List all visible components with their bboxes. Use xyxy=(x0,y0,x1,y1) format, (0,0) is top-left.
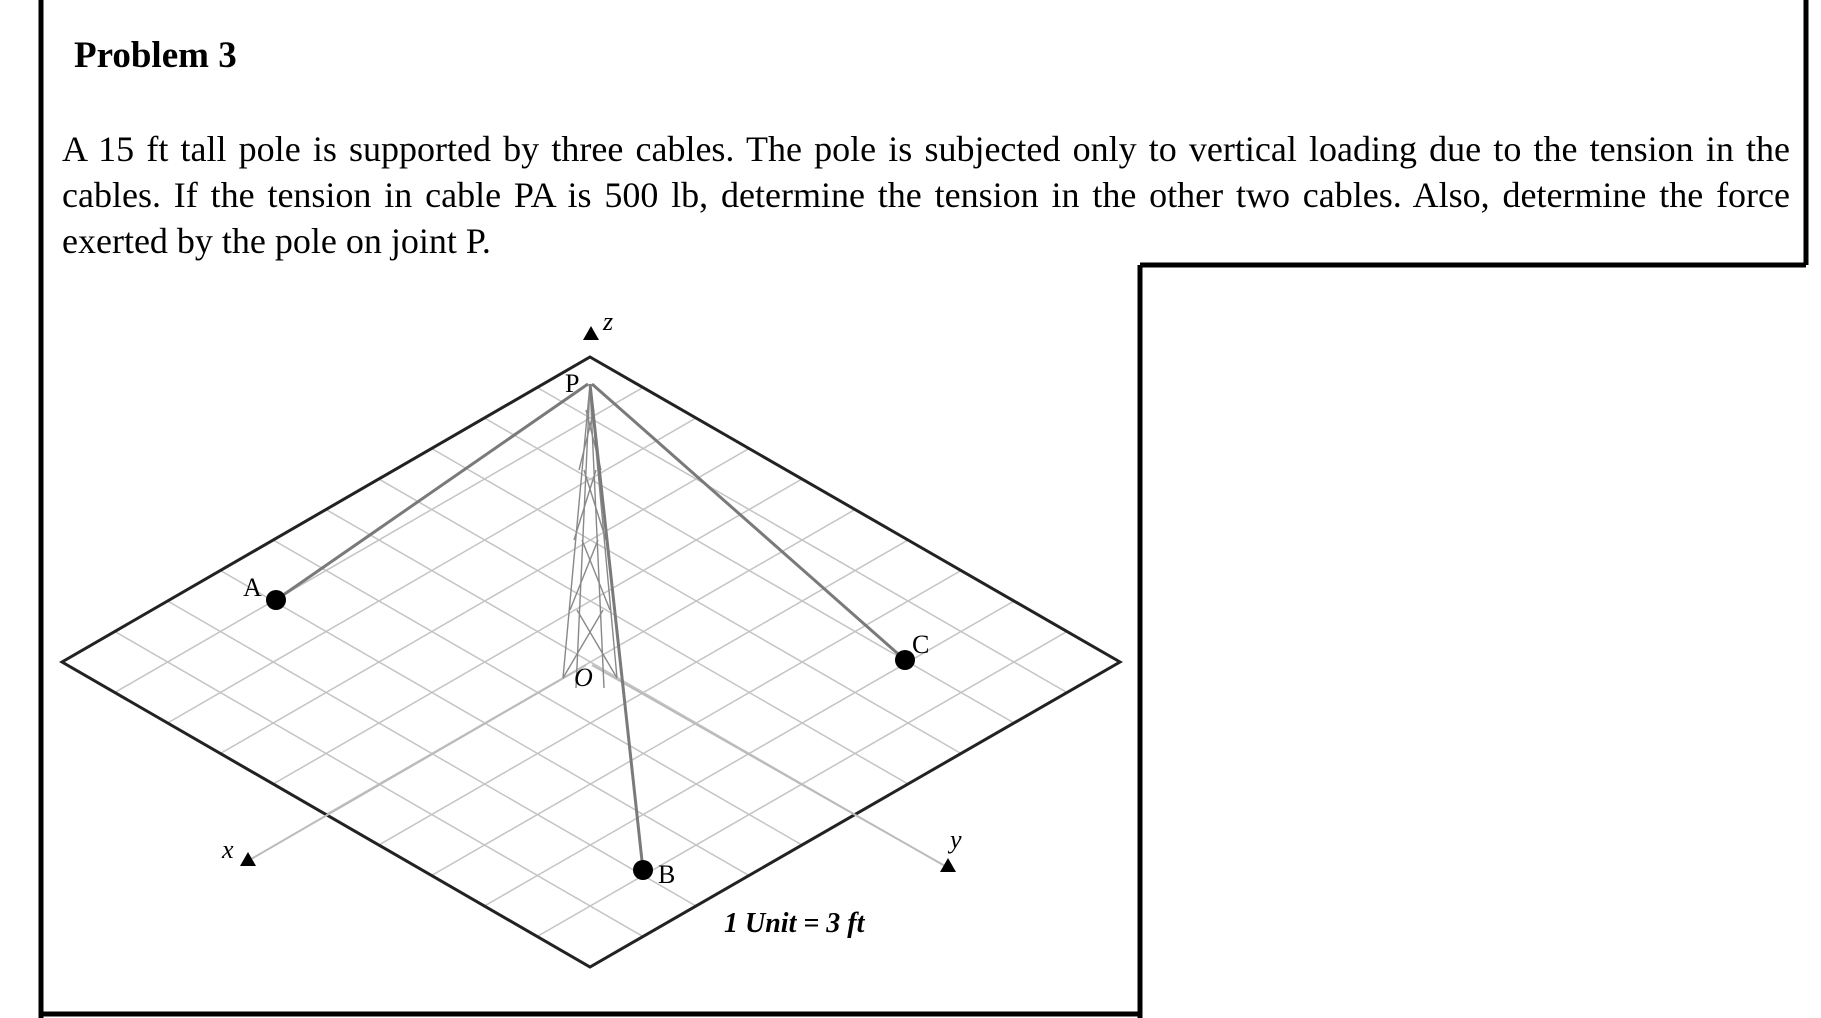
y-axis-line xyxy=(592,665,945,866)
point-c-label: C xyxy=(912,630,930,659)
x-axis-line xyxy=(246,665,586,862)
scale-note: 1 Unit = 3 ft xyxy=(724,908,865,939)
problem-title: Problem 3 xyxy=(74,35,237,76)
point-b-label: B xyxy=(658,860,676,889)
y-axis-label: y xyxy=(950,825,962,854)
problem-statement: A 15 ft tall pole is supported by three cables. The pole is subjected only to vertical loading due to the tension in the cables. If the tension in cable PA is 500 lb, determine the tension in the other two cables. Also, determine the force exerted by the pole on joint P. xyxy=(62,129,1790,261)
point-b-marker xyxy=(633,860,653,880)
x-axis-arrowhead xyxy=(240,852,256,866)
z-axis-label: z xyxy=(603,307,614,336)
point-p-label: P xyxy=(565,369,580,398)
cables xyxy=(276,384,905,870)
origin-label: O xyxy=(574,663,593,692)
point-a-marker xyxy=(266,590,286,610)
z-axis-arrowhead xyxy=(583,326,599,340)
x-axis-label: x xyxy=(222,835,234,864)
cable-pc xyxy=(592,384,905,660)
point-a-label: A xyxy=(243,573,262,602)
